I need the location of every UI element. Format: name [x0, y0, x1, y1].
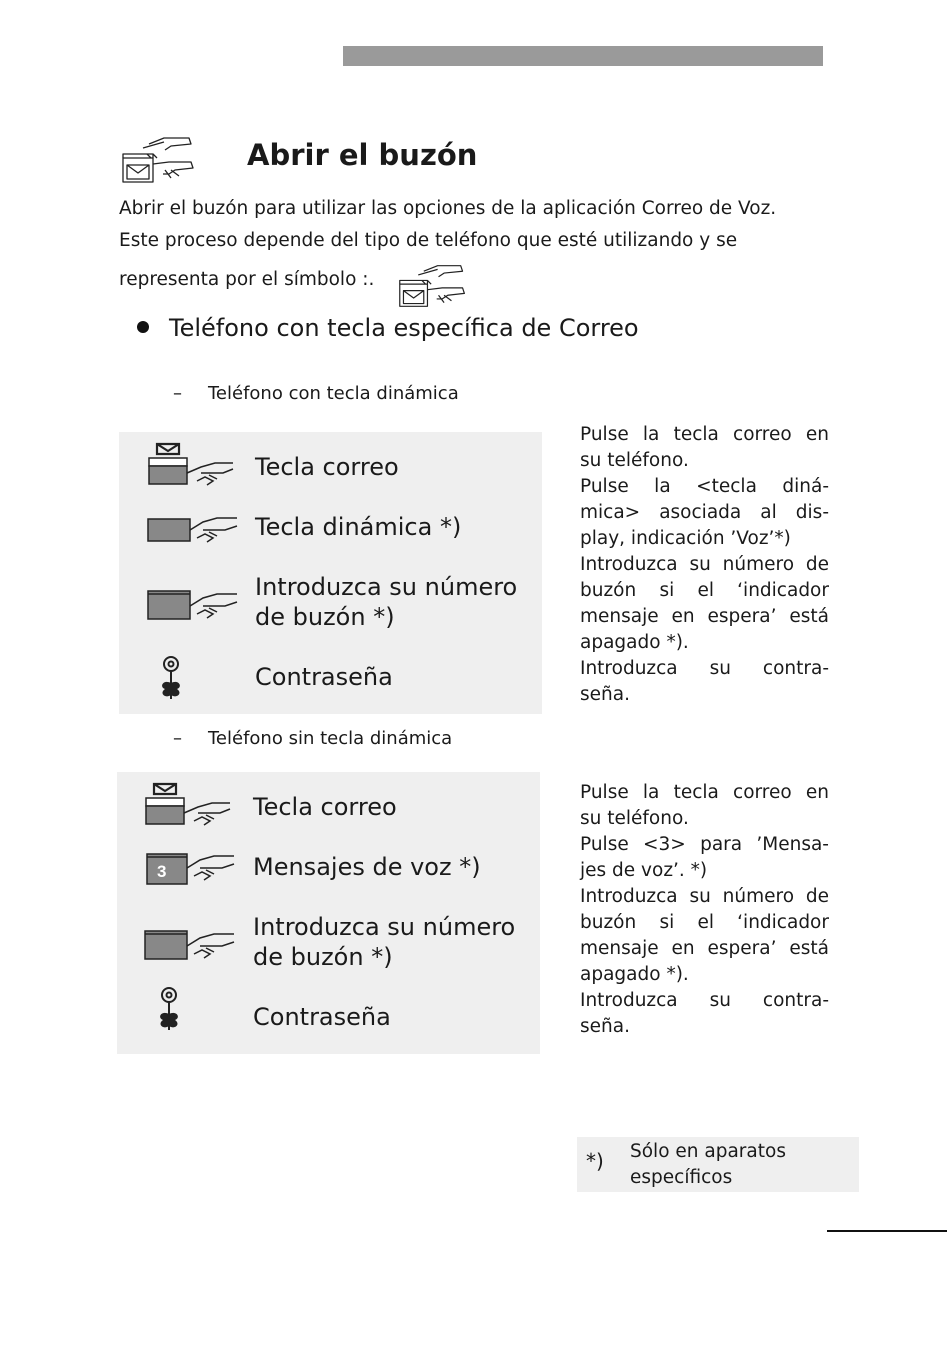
- open-mailbox-icon: [394, 262, 472, 310]
- description-line: Pulse la tecla correo en: [580, 424, 829, 445]
- mail-key-press-icon: [142, 781, 237, 827]
- keypad-press-icon: [145, 586, 240, 622]
- header-bar: [343, 46, 823, 66]
- description-text: [580, 780, 829, 1040]
- dash-marker: –: [173, 728, 182, 749]
- step-label: Contraseña: [253, 1003, 391, 1031]
- step-label-line: Introduzca su número: [255, 573, 518, 601]
- key-digit: 3: [157, 862, 167, 881]
- intro-paragraph: [119, 193, 839, 296]
- page-rule: [827, 1230, 947, 1232]
- description-line: seña.: [580, 684, 630, 705]
- description-line: su teléfono.: [580, 808, 689, 829]
- description-text: [580, 422, 829, 708]
- description-line: Introduzca su contra-: [580, 658, 829, 679]
- footnote-box: [577, 1137, 859, 1192]
- footnote-line: específicos: [630, 1167, 733, 1188]
- description-line: Introduzca su contra-: [580, 990, 829, 1011]
- description-line: jes de voz’. *): [580, 860, 708, 881]
- description-line: Introduzca su número de: [580, 554, 829, 575]
- description-line: Pulse la <tecla diná-: [580, 476, 829, 497]
- step-label: Mensajes de voz *): [253, 853, 481, 881]
- keypad-press-icon: [142, 926, 237, 962]
- mail-key-press-icon: [145, 441, 240, 487]
- intro-line: representa por el símbolo :.: [119, 269, 375, 290]
- description-line: buzón si el ‘indicador: [580, 580, 829, 601]
- footnote-mark: *): [586, 1149, 604, 1173]
- step-label: Tecla correo: [255, 453, 399, 481]
- description-line: buzón si el ‘indicador: [580, 912, 829, 933]
- description-line: Pulse <3> para ’Mensa-: [580, 834, 829, 855]
- step-label: Tecla dinámica *): [255, 513, 462, 541]
- description-line: mensaje en espera’ está: [580, 606, 829, 627]
- bullet-icon: [137, 321, 149, 333]
- page-title: Abrir el buzón: [247, 138, 478, 172]
- step-label: Tecla correo: [253, 793, 397, 821]
- step-label-line: Introduzca su número: [253, 913, 516, 941]
- step-label-multiline: [255, 572, 517, 632]
- description-line: Pulse la tecla correo en: [580, 782, 829, 803]
- dash-marker: –: [173, 383, 182, 404]
- step-label: Contraseña: [255, 663, 393, 691]
- description-line: Introduzca su número de: [580, 886, 829, 907]
- intro-line: Abrir el buzón para utilizar las opciones de la aplicación Correo de Voz.: [119, 198, 777, 219]
- subheading: Teléfono con tecla dinámica: [208, 383, 459, 404]
- description-line: su teléfono.: [580, 450, 689, 471]
- description-line: seña.: [580, 1016, 630, 1037]
- description-line: mensaje en espera’ está: [580, 938, 829, 959]
- step-label-multiline: [253, 912, 515, 972]
- key-password-icon: [153, 986, 185, 1032]
- footnote-text: [630, 1139, 786, 1191]
- step-label-line: de buzón *): [253, 943, 393, 971]
- intro-line: Este proceso depende del tipo de teléfono que esté utilizando y se: [119, 230, 738, 251]
- description-line: mica> asociada al dis-: [580, 502, 829, 523]
- key-password-icon: [155, 655, 187, 701]
- subheading: Teléfono sin tecla dinámica: [208, 728, 453, 749]
- description-line: apagado *).: [580, 632, 689, 653]
- footnote-line: Sólo en aparatos: [630, 1141, 786, 1162]
- step-label-line: de buzón *): [255, 603, 395, 631]
- description-line: apagado *).: [580, 964, 689, 985]
- digit-3-key-press-icon: [142, 850, 237, 888]
- open-mailbox-icon: [119, 134, 199, 186]
- softkey-press-icon: [145, 510, 240, 546]
- description-line: play, indicación ’Voz’*): [580, 528, 791, 549]
- section-heading: Teléfono con tecla específica de Correo: [169, 314, 639, 342]
